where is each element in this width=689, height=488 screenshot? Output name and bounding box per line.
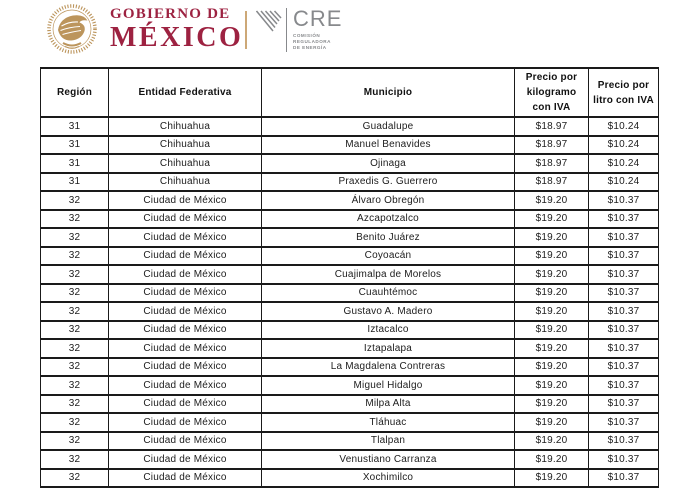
gobierno-de-mexico-wordmark xyxy=(110,7,243,52)
cell-municipio: Miguel Hidalgo xyxy=(262,376,515,395)
cell-region: 32 xyxy=(41,265,109,284)
table-row xyxy=(41,358,659,377)
cell-precio-kilogramo: $19.20 xyxy=(515,210,589,229)
cell-entidad-federativa: Ciudad de México xyxy=(109,210,262,229)
cell-municipio: Iztapalapa xyxy=(262,339,515,358)
cell-entidad-federativa: Ciudad de México xyxy=(109,376,262,395)
cell-precio-litro: $10.37 xyxy=(589,265,659,284)
table-row xyxy=(41,173,659,192)
cell-precio-litro: $10.24 xyxy=(589,173,659,192)
column-header-precio-litro: Precio por litro con IVA xyxy=(589,68,659,117)
cell-entidad-federativa: Ciudad de México xyxy=(109,358,262,377)
cell-entidad-federativa: Ciudad de México xyxy=(109,469,262,488)
cre-logo xyxy=(256,8,342,52)
cell-region: 31 xyxy=(41,117,109,136)
cell-entidad-federativa: Ciudad de México xyxy=(109,302,262,321)
cell-precio-kilogramo: $19.20 xyxy=(515,413,589,432)
cell-precio-litro: $10.24 xyxy=(589,154,659,173)
cell-precio-litro: $10.37 xyxy=(589,413,659,432)
header xyxy=(0,0,689,66)
table-row xyxy=(41,136,659,155)
table-row xyxy=(41,395,659,414)
cell-entidad-federativa: Chihuahua xyxy=(109,154,262,173)
cell-municipio: Guadalupe xyxy=(262,117,515,136)
mexico-coat-of-arms-icon xyxy=(44,3,100,55)
cell-precio-litro: $10.37 xyxy=(589,450,659,469)
table-row xyxy=(41,302,659,321)
cell-precio-kilogramo: $18.97 xyxy=(515,154,589,173)
cell-region: 32 xyxy=(41,247,109,266)
table-row xyxy=(41,450,659,469)
cell-municipio: Milpa Alta xyxy=(262,395,515,414)
price-table-body xyxy=(41,117,659,488)
cell-precio-kilogramo: $19.20 xyxy=(515,395,589,414)
table-row xyxy=(41,117,659,136)
cell-precio-kilogramo: $19.20 xyxy=(515,247,589,266)
cell-entidad-federativa: Ciudad de México xyxy=(109,191,262,210)
cell-region: 31 xyxy=(41,136,109,155)
cell-municipio: Tlalpan xyxy=(262,432,515,451)
cell-precio-litro: $10.37 xyxy=(589,210,659,229)
cell-region: 32 xyxy=(41,210,109,229)
cell-municipio: Tláhuac xyxy=(262,413,515,432)
cell-region: 32 xyxy=(41,228,109,247)
cell-precio-kilogramo: $19.20 xyxy=(515,321,589,340)
cell-region: 32 xyxy=(41,191,109,210)
cell-precio-litro: $10.37 xyxy=(589,432,659,451)
cell-entidad-federativa: Ciudad de México xyxy=(109,339,262,358)
cell-region: 32 xyxy=(41,376,109,395)
cell-precio-litro: $10.37 xyxy=(589,228,659,247)
table-row xyxy=(41,432,659,451)
cell-municipio: Cuajimalpa de Morelos xyxy=(262,265,515,284)
table-row xyxy=(41,228,659,247)
column-header-municipio: Municipio xyxy=(262,68,515,117)
cell-precio-litro: $10.37 xyxy=(589,247,659,266)
cell-municipio: Álvaro Obregón xyxy=(262,191,515,210)
cell-precio-litro: $10.37 xyxy=(589,395,659,414)
cell-precio-kilogramo: $18.97 xyxy=(515,136,589,155)
cell-municipio: La Magdalena Contreras xyxy=(262,358,515,377)
cell-municipio: Coyoacán xyxy=(262,247,515,266)
cell-precio-litro: $10.37 xyxy=(589,358,659,377)
cell-precio-litro: $10.37 xyxy=(589,469,659,488)
cell-region: 32 xyxy=(41,321,109,340)
cre-subtitle-line: REGULADORA xyxy=(293,39,331,45)
cell-precio-litro: $10.37 xyxy=(589,284,659,303)
table-row xyxy=(41,191,659,210)
cell-municipio: Gustavo A. Madero xyxy=(262,302,515,321)
cell-region: 32 xyxy=(41,432,109,451)
column-header-entidad-federativa: Entidad Federativa xyxy=(109,68,262,117)
cell-region: 32 xyxy=(41,302,109,321)
cell-region: 32 xyxy=(41,469,109,488)
wordmark-line1: GOBIERNO DE xyxy=(110,6,231,22)
cre-text-block xyxy=(286,8,342,52)
cell-region: 32 xyxy=(41,358,109,377)
cell-region: 31 xyxy=(41,173,109,192)
cell-precio-kilogramo: $19.20 xyxy=(515,432,589,451)
cell-precio-kilogramo: $19.20 xyxy=(515,191,589,210)
cell-precio-kilogramo: $19.20 xyxy=(515,469,589,488)
cell-region: 32 xyxy=(41,284,109,303)
header-divider xyxy=(245,11,247,49)
cell-municipio: Iztacalco xyxy=(262,321,515,340)
cell-municipio: Benito Juárez xyxy=(262,228,515,247)
table-row xyxy=(41,284,659,303)
table-row xyxy=(41,376,659,395)
column-header-precio-kilogramo: Precio por kilogramo con IVA xyxy=(515,68,589,117)
table-row xyxy=(41,413,659,432)
cell-entidad-federativa: Ciudad de México xyxy=(109,450,262,469)
cell-precio-litro: $10.37 xyxy=(589,376,659,395)
wordmark-line2: MÉXICO xyxy=(110,22,244,53)
cell-region: 32 xyxy=(41,395,109,414)
cell-municipio: Manuel Benavides xyxy=(262,136,515,155)
cre-subtitle xyxy=(293,33,342,52)
gas-price-table xyxy=(40,67,659,488)
table-row xyxy=(41,265,659,284)
cell-precio-kilogramo: $19.20 xyxy=(515,358,589,377)
cell-precio-kilogramo: $19.20 xyxy=(515,339,589,358)
cell-entidad-federativa: Ciudad de México xyxy=(109,284,262,303)
cell-entidad-federativa: Ciudad de México xyxy=(109,265,262,284)
cell-entidad-federativa: Ciudad de México xyxy=(109,395,262,414)
cell-region: 31 xyxy=(41,154,109,173)
cell-entidad-federativa: Chihuahua xyxy=(109,117,262,136)
cell-entidad-federativa: Chihuahua xyxy=(109,136,262,155)
cell-precio-litro: $10.37 xyxy=(589,321,659,340)
header-row xyxy=(41,68,659,117)
cell-precio-litro: $10.24 xyxy=(589,136,659,155)
cre-stripes-icon xyxy=(256,10,282,36)
cell-municipio: Xochimilco xyxy=(262,469,515,488)
price-table-header xyxy=(41,68,659,117)
cell-precio-kilogramo: $18.97 xyxy=(515,117,589,136)
cell-entidad-federativa: Ciudad de México xyxy=(109,432,262,451)
cell-municipio: Azcapotzalco xyxy=(262,210,515,229)
cre-acronym: CRE xyxy=(293,6,343,31)
cell-precio-kilogramo: $19.20 xyxy=(515,265,589,284)
cell-municipio: Ojinaga xyxy=(262,154,515,173)
cell-precio-kilogramo: $19.20 xyxy=(515,302,589,321)
table-row xyxy=(41,247,659,266)
table-row xyxy=(41,210,659,229)
cell-region: 32 xyxy=(41,339,109,358)
cell-entidad-federativa: Chihuahua xyxy=(109,173,262,192)
cre-subtitle-line: COMISIÓN xyxy=(293,33,321,38)
cell-entidad-federativa: Ciudad de México xyxy=(109,321,262,340)
cell-entidad-federativa: Ciudad de México xyxy=(109,413,262,432)
cre-subtitle-line: DE ENERGÍA xyxy=(293,45,327,51)
cell-precio-kilogramo: $18.97 xyxy=(515,173,589,192)
cell-entidad-federativa: Ciudad de México xyxy=(109,228,262,247)
cell-precio-kilogramo: $19.20 xyxy=(515,376,589,395)
column-header-region: Región xyxy=(41,68,109,117)
table-row xyxy=(41,321,659,340)
cell-region: 32 xyxy=(41,450,109,469)
cell-precio-litro: $10.24 xyxy=(589,117,659,136)
table-row xyxy=(41,469,659,488)
cell-municipio: Venustiano Carranza xyxy=(262,450,515,469)
cell-precio-kilogramo: $19.20 xyxy=(515,228,589,247)
table-row xyxy=(41,339,659,358)
cell-precio-kilogramo: $19.20 xyxy=(515,284,589,303)
cell-precio-litro: $10.37 xyxy=(589,191,659,210)
cell-region: 32 xyxy=(41,413,109,432)
cell-precio-kilogramo: $19.20 xyxy=(515,450,589,469)
table-row xyxy=(41,154,659,173)
cell-precio-litro: $10.37 xyxy=(589,339,659,358)
cell-municipio: Praxedis G. Guerrero xyxy=(262,173,515,192)
cell-municipio: Cuauhtémoc xyxy=(262,284,515,303)
cell-precio-litro: $10.37 xyxy=(589,302,659,321)
cell-entidad-federativa: Ciudad de México xyxy=(109,247,262,266)
